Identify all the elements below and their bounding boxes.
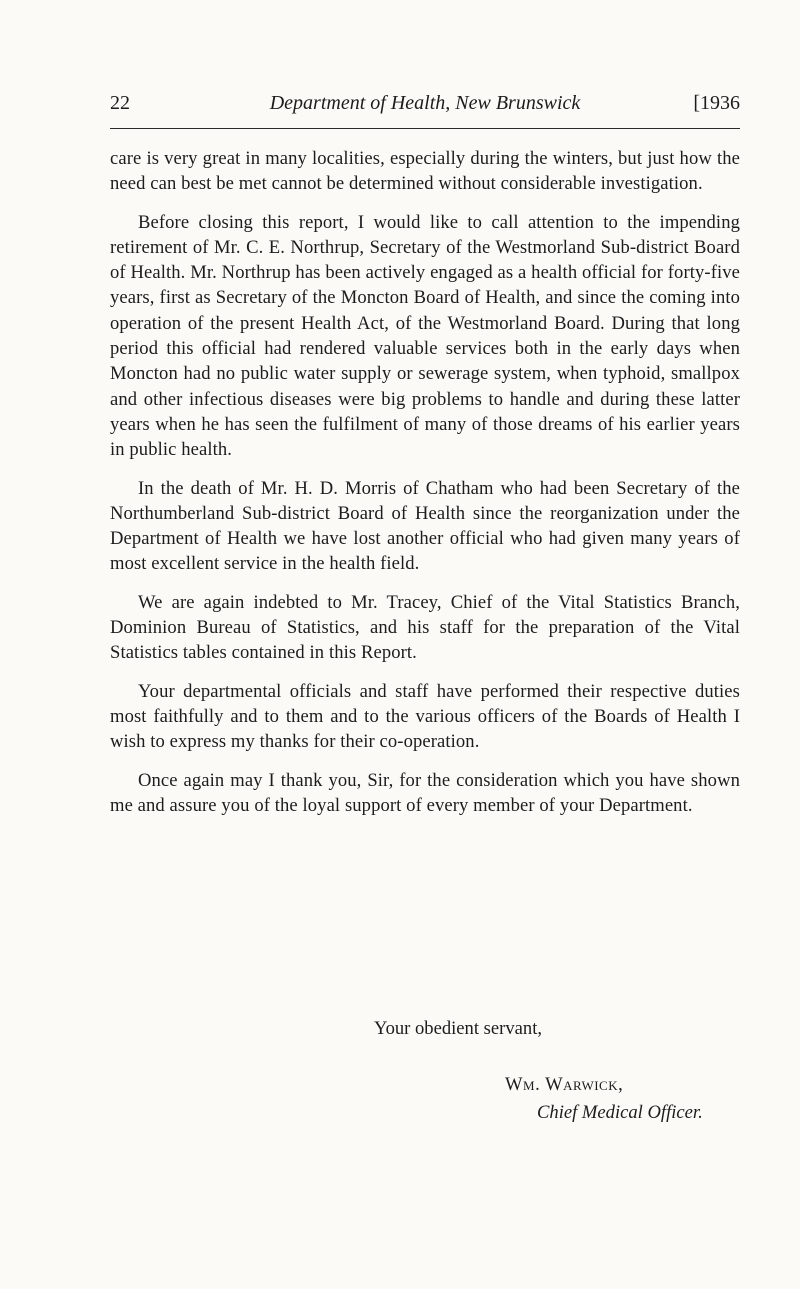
document-page [110,0,740,1289]
running-head-year: [1936 [693,92,740,114]
paragraph-departmental-officials: Your departmental officials and staff have performed their respective duties most faithfully and to them and to the various officers of the Boards of Health I wish to express my thanks for their co-operation. [110,680,740,753]
signature-title: Chief Medical Officer. [537,1102,703,1123]
running-head-title: Department of Health, New Brunswick [269,92,581,114]
paragraph-continuation: care is very great in many localities, especially during the winters, but just how the need can best be met cannot be determined without considerable investigation. [110,148,740,195]
page-number: 22 [110,92,130,114]
paragraph-northrup-retirement: Before closing this report, I would like to call attention to the impending retirement of Mr. C. E. Northrup, Secretary of the Westmorland Sub-district Board of Health. Mr. Northrup has been actively engaged as a health official for forty-five years, first as Secretary of the Moncton Board of Health, and since the coming into operation of the present Health Act, of the Westmorland Board. During that long period this official had rendered valuable services both in the early days when Moncton had no public water supply or sewerage system, when typhoid, smallpox and other infectious diseases were big problems to handle and during these latter years when he has seen the fulfilment of many of those dreams of his earlier years in public health. [110,211,740,461]
paragraph-thanks: Once again may I thank you, Sir, for the consideration which you have shown me and assure you of the loyal support of every member of your Department. [110,769,740,816]
body-text [110,146,740,831]
closing-salutation: Your obedient servant, [374,1018,543,1039]
signature-block [505,1071,703,1127]
signature-name: Wm. Warwick, [505,1074,624,1095]
paragraph-morris-death: In the death of Mr. H. D. Morris of Chatham who had been Secretary of the Northumberland Sub-district Board of Health since the reorganization under the Department of Health we have lost another official who had given many years of most excellent service in the health field. [110,477,740,575]
header-rule [110,128,740,129]
running-head [110,92,740,122]
paragraph-vital-statistics: We are again indebted to Mr. Tracey, Chief of the Vital Statistics Branch, Dominion Bureau of Statistics, and his staff for the preparation of the Vital Statistics tables contained in this Report. [110,591,740,664]
